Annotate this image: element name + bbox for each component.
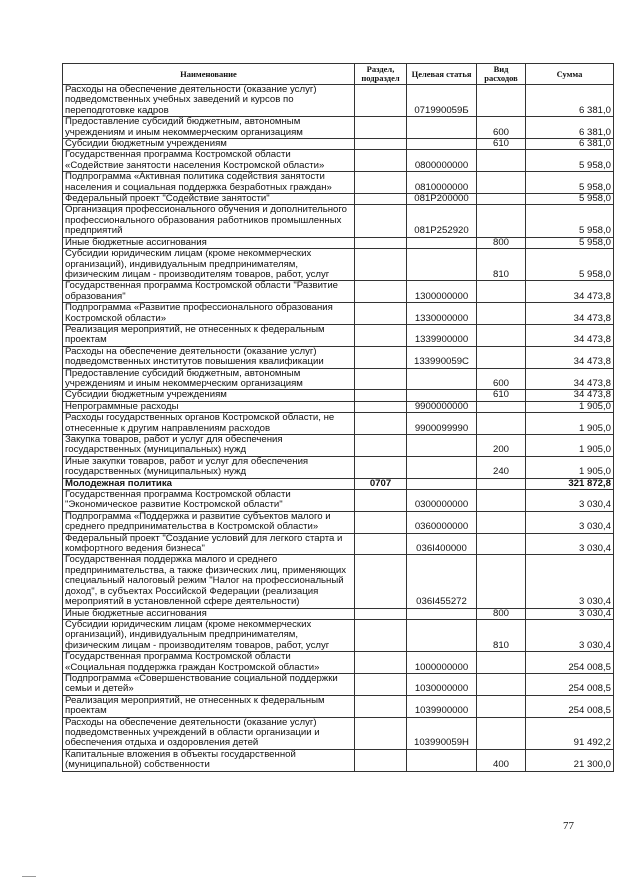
cell-section: [355, 324, 407, 346]
cell-name: Организация профессионального обучения и дополнительного профессионального образования работников промышленных предприятий: [63, 205, 355, 237]
cell-name: Закупка товаров, работ и услуг для обеспечения государственных (муниципальных) нужд: [63, 435, 355, 457]
cell-name: Государственная программа Костромской области "Развитие образования": [63, 281, 355, 303]
cell-section: [355, 673, 407, 695]
cell-target: 1339900000: [407, 324, 477, 346]
budget-table: [62, 63, 614, 772]
cell-amount: 3 030,4: [526, 490, 614, 512]
cell-target: [407, 237, 477, 248]
table-row: [63, 281, 614, 303]
cell-section: [355, 150, 407, 172]
cell-name: Подпрограмма «Совершенствование социальной поддержки семьи и детей»: [63, 673, 355, 695]
cell-name: Иные бюджетные ассигнования: [63, 237, 355, 248]
cell-target: 036I400000: [407, 533, 477, 555]
cell-section: [355, 303, 407, 325]
cell-expense: [477, 511, 526, 533]
table-row: [63, 205, 614, 237]
table-row: [63, 85, 614, 117]
cell-amount: 6 381,0: [526, 117, 614, 139]
cell-amount: 321 872,8: [526, 478, 614, 489]
cell-expense: [477, 303, 526, 325]
cell-section: [355, 413, 407, 435]
cell-name: Субсидии юридическим лицам (кроме некоммерческих организаций), индивидуальным предпринимателям, физическим лицам - производителям товаров, работ, услуг: [63, 249, 355, 281]
cell-expense: [477, 172, 526, 194]
cell-amount: 3 030,4: [526, 619, 614, 651]
table-row: [63, 237, 614, 248]
table-row: [63, 652, 614, 674]
table-row: [63, 346, 614, 368]
cell-expense: 600: [477, 117, 526, 139]
cell-target: 1030000000: [407, 673, 477, 695]
cell-target: [407, 117, 477, 139]
header-amount: Сумма: [526, 64, 614, 85]
cell-target: 1300000000: [407, 281, 477, 303]
table-row: [63, 695, 614, 717]
cell-expense: [477, 533, 526, 555]
cell-target: 1000000000: [407, 652, 477, 674]
cell-section: [355, 435, 407, 457]
cell-amount: 5 958,0: [526, 205, 614, 237]
cell-name: Капитальные вложения в объекты государственной (муниципальной) собственности: [63, 749, 355, 771]
cell-amount: 5 958,0: [526, 150, 614, 172]
cell-name: Иные закупки товаров, работ и услуг для обеспечения государственных (муниципальных) нужд: [63, 456, 355, 478]
cell-expense: 810: [477, 619, 526, 651]
cell-amount: 6 381,0: [526, 85, 614, 117]
table-row: [63, 456, 614, 478]
table-row: [63, 749, 614, 771]
table-row: [63, 717, 614, 749]
cell-section: [355, 194, 407, 205]
cell-target: [407, 139, 477, 150]
table-row: [63, 139, 614, 150]
cell-amount: 5 958,0: [526, 194, 614, 205]
cell-name: Федеральный проект "Содействие занятости": [63, 194, 355, 205]
cell-target: [407, 478, 477, 489]
cell-amount: 6 381,0: [526, 139, 614, 150]
cell-section: [355, 205, 407, 237]
table-row: [63, 478, 614, 489]
table-row: [63, 368, 614, 390]
cell-expense: 610: [477, 139, 526, 150]
cell-target: [407, 390, 477, 401]
cell-expense: [477, 555, 526, 608]
cell-target: 036I455272: [407, 555, 477, 608]
cell-amount: 3 030,4: [526, 533, 614, 555]
cell-target: [407, 749, 477, 771]
header-name: Наименование: [63, 64, 355, 85]
cell-amount: 254 008,5: [526, 673, 614, 695]
cell-expense: [477, 673, 526, 695]
cell-section: [355, 749, 407, 771]
header-expense: Вид расходов: [477, 64, 526, 85]
cell-name: Расходы на обеспечение деятельности (оказание услуг) подведомственных учебных заведений и курсов по переподготовке кадров: [63, 85, 355, 117]
cell-name: Непрограммные расходы: [63, 401, 355, 412]
table-row: [63, 194, 614, 205]
cell-amount: 91 492,2: [526, 717, 614, 749]
cell-target: 9900099990: [407, 413, 477, 435]
cell-expense: [477, 401, 526, 412]
cell-section: [355, 619, 407, 651]
cell-expense: [477, 194, 526, 205]
table-body: [63, 85, 614, 772]
cell-target: [407, 619, 477, 651]
cell-target: 1039900000: [407, 695, 477, 717]
cell-amount: 3 030,4: [526, 511, 614, 533]
cell-section: [355, 249, 407, 281]
cell-amount: 5 958,0: [526, 249, 614, 281]
table-row: [63, 619, 614, 651]
cell-section: [355, 390, 407, 401]
cell-expense: [477, 652, 526, 674]
footer-mark: [22, 876, 36, 877]
header-section: Раздел, подраздел: [355, 64, 407, 85]
cell-section: [355, 456, 407, 478]
cell-name: Реализация мероприятий, не отнесенных к федеральным проектам: [63, 695, 355, 717]
cell-expense: [477, 413, 526, 435]
cell-amount: 254 008,5: [526, 652, 614, 674]
table-row: [63, 435, 614, 457]
cell-amount: 1 905,0: [526, 401, 614, 412]
cell-expense: 240: [477, 456, 526, 478]
table-row: [63, 533, 614, 555]
cell-expense: 800: [477, 237, 526, 248]
cell-target: 103990059H: [407, 717, 477, 749]
table-row: [63, 249, 614, 281]
cell-name: Государственная программа Костромской области «Содействие занятости населения Костромской области»: [63, 150, 355, 172]
cell-name: Расходы на обеспечение деятельности (оказание услуг) подведомственных институтов повышения квалификации: [63, 346, 355, 368]
cell-name: Подпрограмма «Поддержка и развитие субъектов малого и среднего предпринимательства в Костромской области»: [63, 511, 355, 533]
table-row: [63, 511, 614, 533]
cell-target: 071990059Б: [407, 85, 477, 117]
table-row: [63, 673, 614, 695]
cell-amount: 21 300,0: [526, 749, 614, 771]
cell-expense: 200: [477, 435, 526, 457]
cell-expense: [477, 205, 526, 237]
cell-name: Государственная программа Костромской области «Социальная поддержка граждан Костромской области»: [63, 652, 355, 674]
cell-target: [407, 435, 477, 457]
cell-name: Предоставление субсидий бюджетным, автономным учреждениям и иным некоммерческим организациям: [63, 368, 355, 390]
cell-amount: 34 473,8: [526, 390, 614, 401]
cell-section: [355, 533, 407, 555]
cell-amount: 5 958,0: [526, 237, 614, 248]
cell-expense: [477, 150, 526, 172]
cell-amount: 34 473,8: [526, 368, 614, 390]
cell-target: 1330000000: [407, 303, 477, 325]
table-row: [63, 150, 614, 172]
cell-amount: 1 905,0: [526, 456, 614, 478]
cell-target: 0810000000: [407, 172, 477, 194]
cell-amount: 34 473,8: [526, 346, 614, 368]
cell-amount: 254 008,5: [526, 695, 614, 717]
table-row: [63, 555, 614, 608]
cell-expense: [477, 490, 526, 512]
cell-target: [407, 456, 477, 478]
cell-section: [355, 172, 407, 194]
cell-name: Федеральный проект "Создание условий для легкого старта и комфортного ведения бизнеса": [63, 533, 355, 555]
cell-name: Субсидии юридическим лицам (кроме некоммерческих организаций), индивидуальным предпринимателям, физическим лицам - производителям товаров, работ, услуг: [63, 619, 355, 651]
cell-section: [355, 490, 407, 512]
page-number: 77: [563, 820, 574, 832]
table-row: [63, 303, 614, 325]
cell-expense: [477, 695, 526, 717]
cell-target: 081P200000: [407, 194, 477, 205]
cell-amount: 34 473,8: [526, 281, 614, 303]
cell-section: [355, 346, 407, 368]
cell-name: Иные бюджетные ассигнования: [63, 608, 355, 619]
cell-expense: [477, 324, 526, 346]
cell-target: [407, 249, 477, 281]
cell-target: 081P252920: [407, 205, 477, 237]
cell-section: [355, 401, 407, 412]
cell-expense: 810: [477, 249, 526, 281]
cell-name: Предоставление субсидий бюджетным, автономным учреждениям и иным некоммерческим организациям: [63, 117, 355, 139]
cell-name: Расходы на обеспечение деятельности (оказание услуг) подведомственных учреждений в области организации и обеспечения отдыха и оздоровления детей: [63, 717, 355, 749]
table-row: [63, 172, 614, 194]
cell-section: [355, 281, 407, 303]
table-row: [63, 401, 614, 412]
cell-target: 133990059C: [407, 346, 477, 368]
table-row: [63, 117, 614, 139]
cell-name: Молодежная политика: [63, 478, 355, 489]
cell-target: [407, 608, 477, 619]
cell-expense: [477, 346, 526, 368]
cell-target: 0800000000: [407, 150, 477, 172]
cell-amount: 3 030,4: [526, 608, 614, 619]
cell-expense: [477, 85, 526, 117]
cell-expense: [477, 478, 526, 489]
cell-target: 9900000000: [407, 401, 477, 412]
cell-amount: 34 473,8: [526, 324, 614, 346]
cell-name: Расходы государственных органов Костромской области, не отнесенные к другим направлениям расходов: [63, 413, 355, 435]
cell-expense: 400: [477, 749, 526, 771]
table-row: [63, 608, 614, 619]
cell-section: [355, 652, 407, 674]
cell-section: [355, 368, 407, 390]
cell-name: Подпрограмма «Активная политика содействия занятости населения и социальная поддержка безработных граждан»: [63, 172, 355, 194]
cell-target: 0300000000: [407, 490, 477, 512]
cell-expense: [477, 717, 526, 749]
cell-section: [355, 511, 407, 533]
cell-section: [355, 608, 407, 619]
cell-name: Государственная программа Костромской области "Экономическое развитие Костромской области": [63, 490, 355, 512]
cell-section: [355, 117, 407, 139]
cell-target: 0360000000: [407, 511, 477, 533]
cell-section: [355, 237, 407, 248]
cell-expense: 600: [477, 368, 526, 390]
cell-section: [355, 555, 407, 608]
cell-target: [407, 368, 477, 390]
table-row: [63, 324, 614, 346]
cell-amount: 5 958,0: [526, 172, 614, 194]
cell-amount: 1 905,0: [526, 435, 614, 457]
header-target: Целевая статья: [407, 64, 477, 85]
cell-expense: 800: [477, 608, 526, 619]
cell-name: Реализация мероприятий, не отнесенных к федеральным проектам: [63, 324, 355, 346]
cell-amount: 1 905,0: [526, 413, 614, 435]
cell-section: [355, 139, 407, 150]
cell-amount: 34 473,8: [526, 303, 614, 325]
cell-name: Государственная поддержка малого и среднего предпринимательства, а также физических лиц, применяющих специальный налоговый режим "Налог на профессиональный доход", в субъектах Российской Федерации (реализация мероприятий в установленной сфере деятельности): [63, 555, 355, 608]
cell-section: [355, 85, 407, 117]
cell-name: Субсидии бюджетным учреждениям: [63, 139, 355, 150]
cell-section: 0707: [355, 478, 407, 489]
table-row: [63, 390, 614, 401]
table-row: [63, 490, 614, 512]
cell-name: Субсидии бюджетным учреждениям: [63, 390, 355, 401]
cell-section: [355, 695, 407, 717]
cell-name: Подпрограмма «Развитие профессионального образования Костромской области»: [63, 303, 355, 325]
cell-section: [355, 717, 407, 749]
header-row: [63, 64, 614, 85]
cell-amount: 3 030,4: [526, 555, 614, 608]
cell-expense: 610: [477, 390, 526, 401]
table-row: [63, 413, 614, 435]
cell-expense: [477, 281, 526, 303]
